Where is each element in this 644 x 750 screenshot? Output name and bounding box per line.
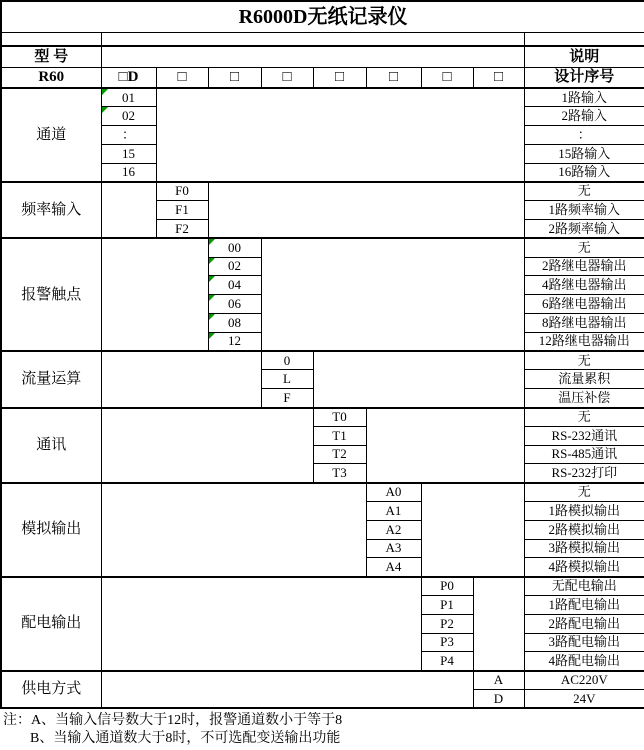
desc-cell-alarm-contact-1: 2路继电器输出 xyxy=(524,257,644,276)
desc-cell-power-distribution-1: 1路配电输出 xyxy=(524,596,644,615)
code-cell-channel-0: 01 xyxy=(101,88,156,107)
desc-cell-channel-4: 16路输入 xyxy=(524,163,644,182)
code-cell-power-distribution-2: P2 xyxy=(421,614,473,633)
desc-cell-communication-1: RS-232通讯 xyxy=(524,426,644,445)
model-header-label: 型 号 xyxy=(1,46,101,67)
desc-cell-power-distribution-4: 4路配电输出 xyxy=(524,652,644,671)
desc-cell-communication-2: RS-485通讯 xyxy=(524,445,644,464)
footnote-b: B、当输入通道数大于8时，不可选配变送输出功能 xyxy=(30,731,341,747)
model-code: R60 xyxy=(1,67,101,88)
code-cell-communication-1: T1 xyxy=(313,426,366,445)
code-cell-channel-4: 16 xyxy=(101,163,156,182)
section-label-communication: 通讯 xyxy=(1,408,101,483)
code-cell-flow-calc-1: L xyxy=(261,370,313,389)
blank-left-alarm-contact xyxy=(101,238,208,351)
section-label-frequency-input: 频率输入 xyxy=(1,182,101,238)
desc-cell-analog-output-3: 3路模拟输出 xyxy=(524,539,644,558)
desc-cell-channel-3: 15路输入 xyxy=(524,144,644,163)
code-box-5: □ xyxy=(313,67,366,88)
blank-left-power-supply xyxy=(101,671,473,709)
gap-cell-right xyxy=(524,33,644,47)
code-cell-power-distribution-3: P3 xyxy=(421,633,473,652)
code-cell-alarm-contact-5: 12 xyxy=(208,332,261,351)
table-title: R6000D无纸记录仪 xyxy=(1,1,644,33)
code-cell-channel-1: 02 xyxy=(101,107,156,126)
desc-cell-channel-1: 2路输入 xyxy=(524,107,644,126)
code-cell-alarm-contact-1: 02 xyxy=(208,257,261,276)
code-cell-power-distribution-1: P1 xyxy=(421,596,473,615)
code-box-3: □ xyxy=(208,67,261,88)
desc-cell-flow-calc-1: 流量累积 xyxy=(524,370,644,389)
blank-left-analog-output xyxy=(101,483,366,577)
desc-cell-analog-output-4: 4路模拟输出 xyxy=(524,558,644,577)
desc-cell-flow-calc-0: 无 xyxy=(524,351,644,370)
code-cell-channel-3: 15 xyxy=(101,144,156,163)
code-cell-alarm-contact-4: 08 xyxy=(208,314,261,333)
blank-right-analog-output xyxy=(421,483,524,577)
desc-cell-alarm-contact-3: 6路继电器输出 xyxy=(524,295,644,314)
blank-right-channel xyxy=(156,88,524,182)
code-cell-analog-output-3: A3 xyxy=(366,539,421,558)
code-cell-channel-2: ： xyxy=(101,126,156,145)
blank-right-frequency-input xyxy=(208,182,524,238)
code-box-4: □ xyxy=(261,67,313,88)
code-box-1: □D xyxy=(101,67,156,88)
code-cell-analog-output-2: A2 xyxy=(366,520,421,539)
section-label-channel: 通道 xyxy=(1,88,101,182)
code-cell-analog-output-0: A0 xyxy=(366,483,421,502)
desc-cell-analog-output-2: 2路模拟输出 xyxy=(524,520,644,539)
blank-left-power-distribution xyxy=(101,577,421,671)
model-header-blank xyxy=(101,46,524,67)
desc-cell-alarm-contact-2: 4路继电器输出 xyxy=(524,276,644,295)
desc-cell-frequency-input-0: 无 xyxy=(524,182,644,201)
gap-cell-left xyxy=(1,33,101,47)
code-cell-alarm-contact-3: 06 xyxy=(208,295,261,314)
desc-cell-power-distribution-0: 无配电输出 xyxy=(524,577,644,596)
section-label-analog-output: 模拟输出 xyxy=(1,483,101,577)
gap-cell-middle xyxy=(101,33,524,47)
desc-cell-analog-output-1: 1路模拟输出 xyxy=(524,502,644,521)
code-cell-power-distribution-4: P4 xyxy=(421,652,473,671)
desc-cell-power-distribution-3: 3路配电输出 xyxy=(524,633,644,652)
code-cell-power-distribution-0: P0 xyxy=(421,577,473,596)
desc-header-label: 说明 xyxy=(524,46,644,67)
section-label-power-supply: 供电方式 xyxy=(1,671,101,709)
code-cell-frequency-input-2: F2 xyxy=(156,220,208,239)
blank-left-communication xyxy=(101,408,313,483)
blank-left-flow-calc xyxy=(101,351,261,407)
code-cell-alarm-contact-0: 00 xyxy=(208,238,261,257)
code-cell-analog-output-1: A1 xyxy=(366,502,421,521)
code-cell-alarm-contact-2: 04 xyxy=(208,276,261,295)
desc-cell-power-distribution-2: 2路配电输出 xyxy=(524,614,644,633)
blank-right-communication xyxy=(366,408,524,483)
desc-cell-communication-0: 无 xyxy=(524,408,644,427)
code-cell-power-supply-0: A xyxy=(473,671,524,690)
blank-right-power-distribution xyxy=(473,577,524,671)
desc-cell-channel-0: 1路输入 xyxy=(524,88,644,107)
desc-cell-frequency-input-1: 1路频率输入 xyxy=(524,201,644,220)
desc-cell-power-supply-1: 24V xyxy=(524,690,644,709)
footnotes xyxy=(0,709,644,748)
desc-cell-flow-calc-2: 温压补偿 xyxy=(524,389,644,408)
section-label-power-distribution: 配电输出 xyxy=(1,577,101,671)
desc-cell-alarm-contact-5: 12路继电器输出 xyxy=(524,332,644,351)
footnote-a: 注：A、当输入信号数大于12时，报警通道数小于等于8 xyxy=(3,713,343,729)
section-label-flow-calc: 流量运算 xyxy=(1,351,101,407)
code-box-6: □ xyxy=(366,67,421,88)
desc-cell-analog-output-0: 无 xyxy=(524,483,644,502)
section-label-alarm-contact: 报警触点 xyxy=(1,238,101,351)
code-cell-communication-0: T0 xyxy=(313,408,366,427)
code-cell-communication-2: T2 xyxy=(313,445,366,464)
code-cell-flow-calc-0: 0 xyxy=(261,351,313,370)
code-box-7: □ xyxy=(421,67,473,88)
code-cell-frequency-input-1: F1 xyxy=(156,201,208,220)
blank-right-flow-calc xyxy=(313,351,524,407)
code-box-8: □ xyxy=(473,67,524,88)
code-cell-communication-3: T3 xyxy=(313,464,366,483)
code-cell-power-supply-1: D xyxy=(473,690,524,709)
code-cell-analog-output-4: A4 xyxy=(366,558,421,577)
desc-cell-alarm-contact-0: 无 xyxy=(524,238,644,257)
desc-cell-channel-2: ： xyxy=(524,126,644,145)
blank-right-alarm-contact xyxy=(261,238,524,351)
serial-label: 设计序号 xyxy=(524,67,644,88)
code-cell-flow-calc-2: F xyxy=(261,389,313,408)
desc-cell-alarm-contact-4: 8路继电器输出 xyxy=(524,314,644,333)
desc-cell-frequency-input-2: 2路频率输入 xyxy=(524,220,644,239)
desc-cell-communication-3: RS-232打印 xyxy=(524,464,644,483)
code-cell-frequency-input-0: F0 xyxy=(156,182,208,201)
blank-left-frequency-input xyxy=(101,182,156,238)
desc-cell-power-supply-0: AC220V xyxy=(524,671,644,690)
code-box-2: □ xyxy=(156,67,208,88)
